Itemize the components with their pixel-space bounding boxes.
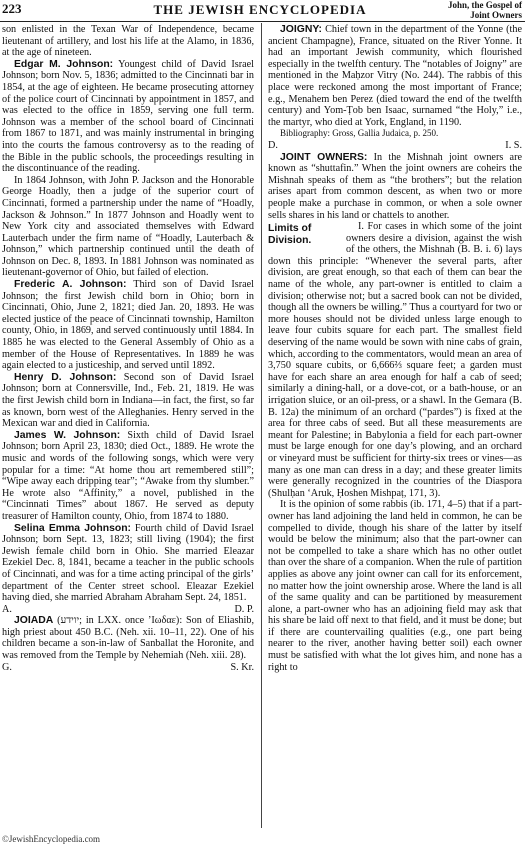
entry-joiada: JOIADA (יוידע; in LXX. once ’Iωδαε): Son of Eliashib, high priest about 450 B.C. (Neh. xii. 10–11, 22). One of his children became a son-in-law of Sanballat the Horonite, and was removed from the Temple by Nehemiah (Neh. xiii. 28). (2, 615, 254, 662)
entry-selina-emma-johnson: Selina Emma Johnson: Fourth child of David Israel Johnson; born Sept. 13, 1823; still living (1904); the first Jewish female child born in Ohio. She married Eleazar Ezekiel Dec. 8, 1841, became a teacher in the public schools of Cincinnati, and was for a time acting principal of the girls’ department of the Center street school. Eleazar Ezekiel having died, she married Abraham Abraham Sept. 24, 1851. (2, 522, 254, 604)
column-divider (261, 23, 262, 828)
entry-heading: JOINT OWNERS: (280, 151, 368, 163)
entry-joint-owners: JOINT OWNERS: In the Mishnah joint owners are known as “shuttafin.” When the joint owners are coheirs the Mishnah speaks of them as “the brothers”; but the relation arises apart from common descent, as when two or more people make a purchase in common, or when a sole owner sells shares in his land or chattels to another. (268, 151, 522, 221)
catchword-start: John, the Gospel of (447, 0, 522, 10)
entry-henry-d-johnson: Henry D. Johnson: Second son of David Israel Johnson; born at Connersville, Ind., Feb. 21, 1819. He was the first Jewish child born in Indiana—in fact, the first, so far as known, born west of the Alleghanies. Henry served in the Mexican war and died in California. (2, 371, 254, 430)
entry-joigny: JOIGNY: Chief town in the department of the Yonne (the ancient Champagne), France, situated on the River Yonne. It had an important Jewish community, which flourished especially in the twelfth century. The “notables of Joigny” are mentioned in the Maḥzor Vitry (No. 244). The rabbis of this place were reckoned among the most important of France; e.g., Menahem ben Perez (died toward the end of the twelfth century) and Yom-Ṭob ben Isaac, surnamed “the Holy,” i.e., the martyr, who died at York, England, in 1190. (268, 24, 522, 128)
entry-heading: JOIGNY: (280, 24, 322, 35)
entry-heading: Selina Emma Johnson: (14, 522, 132, 534)
author-signature: G. S. Kr. (2, 661, 254, 673)
header-rule (0, 21, 525, 22)
page-header (0, 0, 525, 22)
entry-heading: James W. Johnson: (14, 429, 121, 441)
author-signature: A. D. P. (2, 603, 254, 615)
entry-james-w-johnson: James W. Johnson: Sixth child of David Israel Johnson; born April 23, 1830; died Oct., 1889. He wrote the music and words of the following songs, which were very popular for a time: “At home thou art remembered still”; “Wipe away each dripping tear”; “Awake from thy slumber.” He wrote also “Affinity,” a novel, published in the “Cincinnati Times” about 1867. He served as deputy treasurer of Hamilton county, Ohio, from 1874 to 1880. (2, 429, 254, 522)
page-number: 223 (2, 1, 22, 16)
author-signature: D. I. S. (268, 139, 522, 151)
entry-heading: JOIADA (14, 615, 54, 627)
catchwords (442, 0, 522, 20)
bibliography: Bibliography: Gross, Gallia Judaica, p. 250. (280, 128, 439, 139)
entry-heading: Frederic A. Johnson: (14, 279, 127, 291)
entry-frederic-a-johnson: Frederic A. Johnson: Third son of David Israel Johnson; the first Jewish child born in Ohio; born in Cincinnati, Ohio, June 2, 1821; died Jan. 20, 1893. He was elected justice of the peace of Cincinnati township, Hamilton county, Ohio, in 1869, and served continuously until 1884. In 1885 he was elected to the General Assembly of Ohio as a member of the House of Representatives. In 1889 he was again elected to a justiceship, and served until 1892. (2, 279, 254, 372)
paragraph: son enlisted in the Texan War of Independence, became lieutenant of artillery, and lost his life at the Alamo, in 1836, at the age of nineteen. (2, 24, 254, 59)
catchword-end: Joint Owners (470, 10, 522, 20)
running-title: THE JEWISH ENCYCLOPEDIA (153, 2, 367, 17)
entry-heading: Henry D. Johnson: (14, 371, 117, 383)
paragraph: In 1864 Johnson, with John P. Jackson and the Honorable George Hoadly, then a judge of the superior court of Cincinnati, formed a partnership under the name of “Hoadly, Jackson & Johnson.” In 1877 Johnson and Hoadly went to New York city and associated themselves with Edward Lauterbach under the firm name of “Hoadly, Lauterbach & Johnson,” which partnership continued until the death of Johnson on Dec. 8, 1893. In 1881 Johnson was nominated as lieutenant-governor of Ohio, but failed of election. (2, 174, 254, 279)
paragraph: I. For cases in which some of the joint owners desire a division, against the wish of the others, the Mishnah (B. B. i. 6) lays down this principle: “Whenever the several parts, after division, are great enough, so that each of them can bear the name of the whole, any part-owner is entitled to claim a division; otherwise not; but a sacred book can not be divided, though all the owners be willing.” Thus a courtyard for two or more houses should not be divided unless large enough to leave four cubits square for each part. The smallest field deserving of the name would be sown with nine cabs of grain, which, according to the commentators, would mean an area of 3,750 square cubits, or 6,666⅔ square feet; a garden must have for each share an area enough for half a cab of seed; similarly a dining-hall, or a dove-cot, or a bath-house, or an irrigation sluice, or an oil-press, or a shawl. In the Gemara (B. B. 12a) the minimum of an orchard (“pardes”) is fixed at the area for three cabs of seed. But all these measurements are meant for Palestine; in Babylonia a field for each part-owner must be large enough for one day’s plowing, and an orchard or vineyard must be sufficient for thirty-six trees or vines—as many as one man can dress in a day; and these greater limits were generally recognized in the countries of the Diaspora (Shulḥan ‘Aruk, Ḥoshen Mishpaṭ, 171, 3). (268, 221, 522, 499)
entry-heading: Edgar M. Johnson: (14, 58, 114, 70)
paragraph: It is the opinion of some rabbis (ib. 171, 4–5) that if a part-owner has land adjoining the land held in common, he can be compelled to divide, though his share of the latter by itself would be below the minimum; also that the part-owner can not be compelled to take a share which has no other outlet than over the share of a companion. When the rule of partition applies as above any joint owner can call for its enforcement, no matter how the joint ownership arose. Where the land is all of the same quality and can be partitioned by measurement alone, a part-owner who has an adjoining field may ask that his share be laid off next to that field, and it must be done; but if there are countervailing qualities (e.g., one part being nearer to the river, another having better soil) each owner must be satisfied with what the lot gives him, and none has a right to (268, 499, 522, 673)
entry-edgar-m-johnson: Edgar M. Johnson: Youngest child of David Israel Johnson; born Nov. 5, 1836; admitted to the Cincinnati bar in 1854, at the age of eighteen. He became prosecuting attorney of the police court of Cincinnati by appointment in 1857, and was elected to the office in 1859, serving one full term. Johnson was a member of the school board of Cincinnati from 1867 to 1871, and was mainly instrumental in bringing into the courts the famous controversy as to the reading of the Bible in the public schools, the proceedings resulting in the discontinuance of the reading. (2, 58, 254, 175)
left-column (2, 24, 254, 828)
side-heading: Limits of Division. (268, 223, 312, 247)
copyright-footer: ©JewishEncyclopedia.com (2, 834, 101, 844)
right-column (268, 24, 522, 828)
